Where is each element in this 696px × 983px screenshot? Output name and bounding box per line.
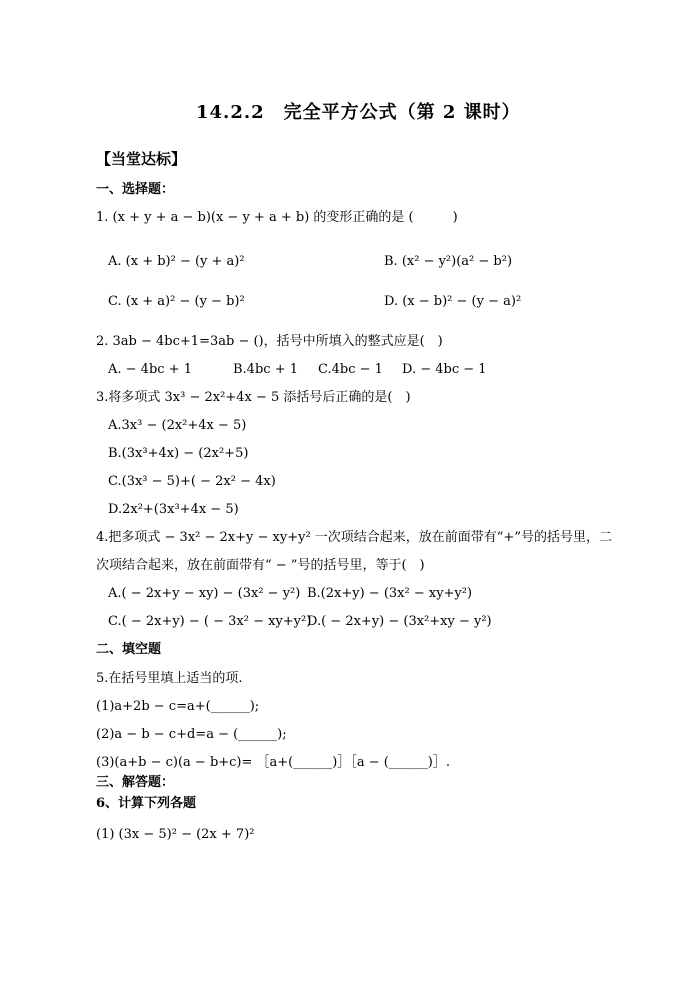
part1-heading: 一、选择题： bbox=[96, 182, 175, 197]
q5-stem: 5.在括号里填上适当的项. bbox=[96, 671, 243, 686]
q3-option-a: A.3x³ − (2x²+4x − 5) bbox=[108, 418, 247, 433]
section-header: 【当堂达标】 bbox=[96, 150, 187, 168]
q2-option-a: A. − 4bc + 1 bbox=[108, 362, 192, 377]
q3-option-d: D.2x²+(3x³+4x − 5) bbox=[108, 502, 239, 517]
q4-option-c: C.( − 2x+y) − ( − 3x² − xy+y²) bbox=[108, 614, 312, 629]
q2-option-c: C.4bc − 1 bbox=[318, 362, 383, 377]
part2-heading: 二、填空题 bbox=[96, 642, 162, 657]
page-title: 14.2.2 完全平方公式（第 2 课时） bbox=[196, 102, 521, 123]
q4-option-d: D.( − 2x+y) − (3x²+xy − y²) bbox=[307, 614, 492, 629]
q1-option-b: B. (x² − y²)(a² − b²) bbox=[384, 254, 513, 269]
q2-option-b: B.4bc + 1 bbox=[233, 362, 298, 377]
q4-option-a: A.( − 2x+y − xy) − (3x² − y²) bbox=[108, 586, 301, 601]
q2-stem: 2. 3ab − 4bc+1=3ab − ()，括号中所填入的整式应是( ) bbox=[96, 334, 443, 349]
q4-stem-line2: 次项结合起来，放在前面带有“ − ”号的括号里，等于( ) bbox=[96, 558, 425, 573]
q1-option-a: A. (x + b)² − (y + a)² bbox=[108, 254, 245, 269]
q1-option-c: C. (x + a)² − (y − b)² bbox=[108, 294, 245, 309]
q1-option-d: D. (x − b)² − (y − a)² bbox=[384, 294, 522, 309]
q4-stem-line1: 4.把多项式 − 3x² − 2x+y − xy+y² 一次项结合起来，放在前面带有“+”号的括号里，二 bbox=[96, 530, 612, 545]
q2-option-d: D. − 4bc − 1 bbox=[402, 362, 487, 377]
q5-item-1: (1)a+2b − c=a+(______); bbox=[96, 699, 260, 714]
q6-item-1: (1) (3x − 5)² − (2x + 7)² bbox=[96, 827, 255, 842]
q6-stem: 6、计算下列各题 bbox=[96, 796, 197, 811]
q3-option-c: C.(3x³ − 5)+( − 2x² − 4x) bbox=[108, 474, 276, 489]
q3-stem: 3.将多项式 3x³ − 2x²+4x − 5 添括号后正确的是( ) bbox=[96, 390, 411, 405]
part3-heading: 三、解答题： bbox=[96, 775, 175, 790]
q5-item-3: (3)(a+b − c)(a − b+c)= ［a+(______)］［a − (______)］. bbox=[96, 755, 451, 770]
q4-option-b: B.(2x+y) − (3x² − xy+y²) bbox=[307, 586, 473, 601]
q1-stem: 1. (x + y + a − b)(x − y + a + b) 的变形正确的是 ( ) bbox=[96, 210, 458, 225]
q5-item-2: (2)a − b − c+d=a − (______); bbox=[96, 727, 287, 742]
q3-option-b: B.(3x³+4x) − (2x²+5) bbox=[108, 446, 249, 461]
